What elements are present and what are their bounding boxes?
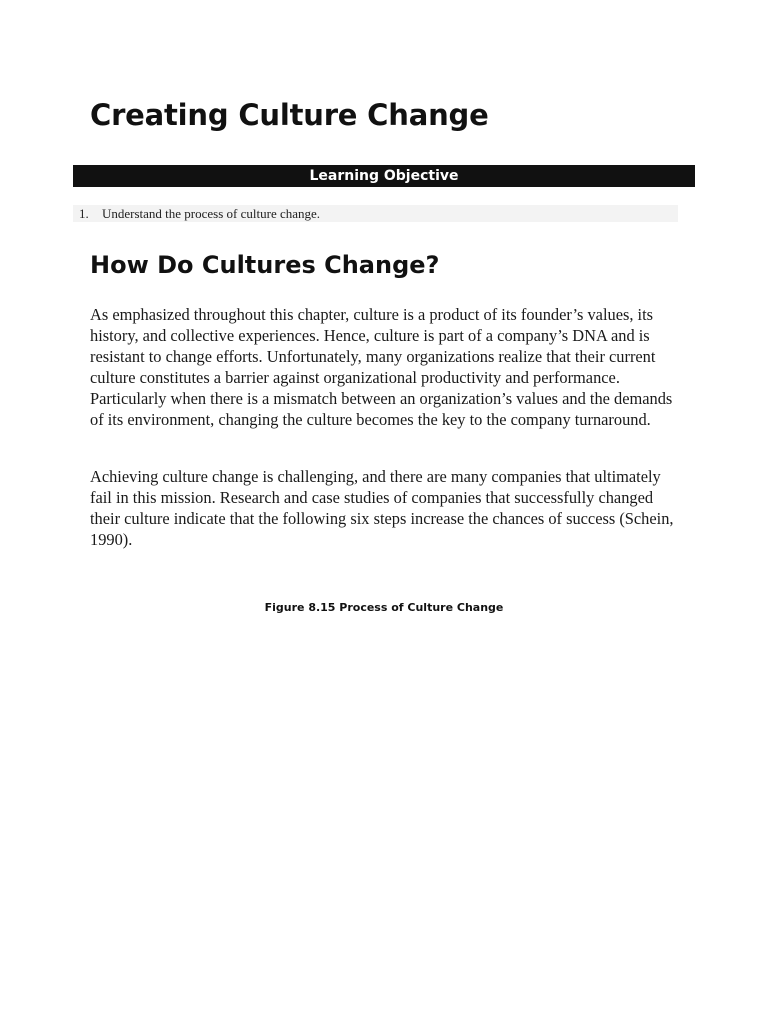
objective-number: 1. <box>79 206 89 221</box>
learning-objectives-list <box>73 205 678 222</box>
learning-objective-item <box>73 205 678 222</box>
figure-caption: Figure 8.15 Process of Culture Change <box>264 601 504 614</box>
body-paragraph: Achieving culture change is challenging, and there are many companies that ultimately fail in this mission. Research and case studies of companies that successfully changed their culture indicate that the following six steps increase the chances of success (Schein, 1990). <box>90 467 674 549</box>
page-title: Creating Culture Change <box>90 98 489 132</box>
section-heading: How Do Cultures Change? <box>90 251 440 279</box>
objective-text: Understand the process of culture change. <box>102 206 321 221</box>
body-paragraph: As emphasized throughout this chapter, culture is a product of its founder’s values, its history, and collective experiences. Hence, culture is part of a company’s DNA and is resistant to change efforts. Unfortunately, many organizations realize that their current culture constitutes a barrier against organizational productivity and performance. Particularly when there is a mismatch between an organization’s values and the demands of its environment, changing the culture becomes the key to the company turnaround. <box>90 305 673 429</box>
learning-objective-header: Learning Objective <box>73 165 695 187</box>
